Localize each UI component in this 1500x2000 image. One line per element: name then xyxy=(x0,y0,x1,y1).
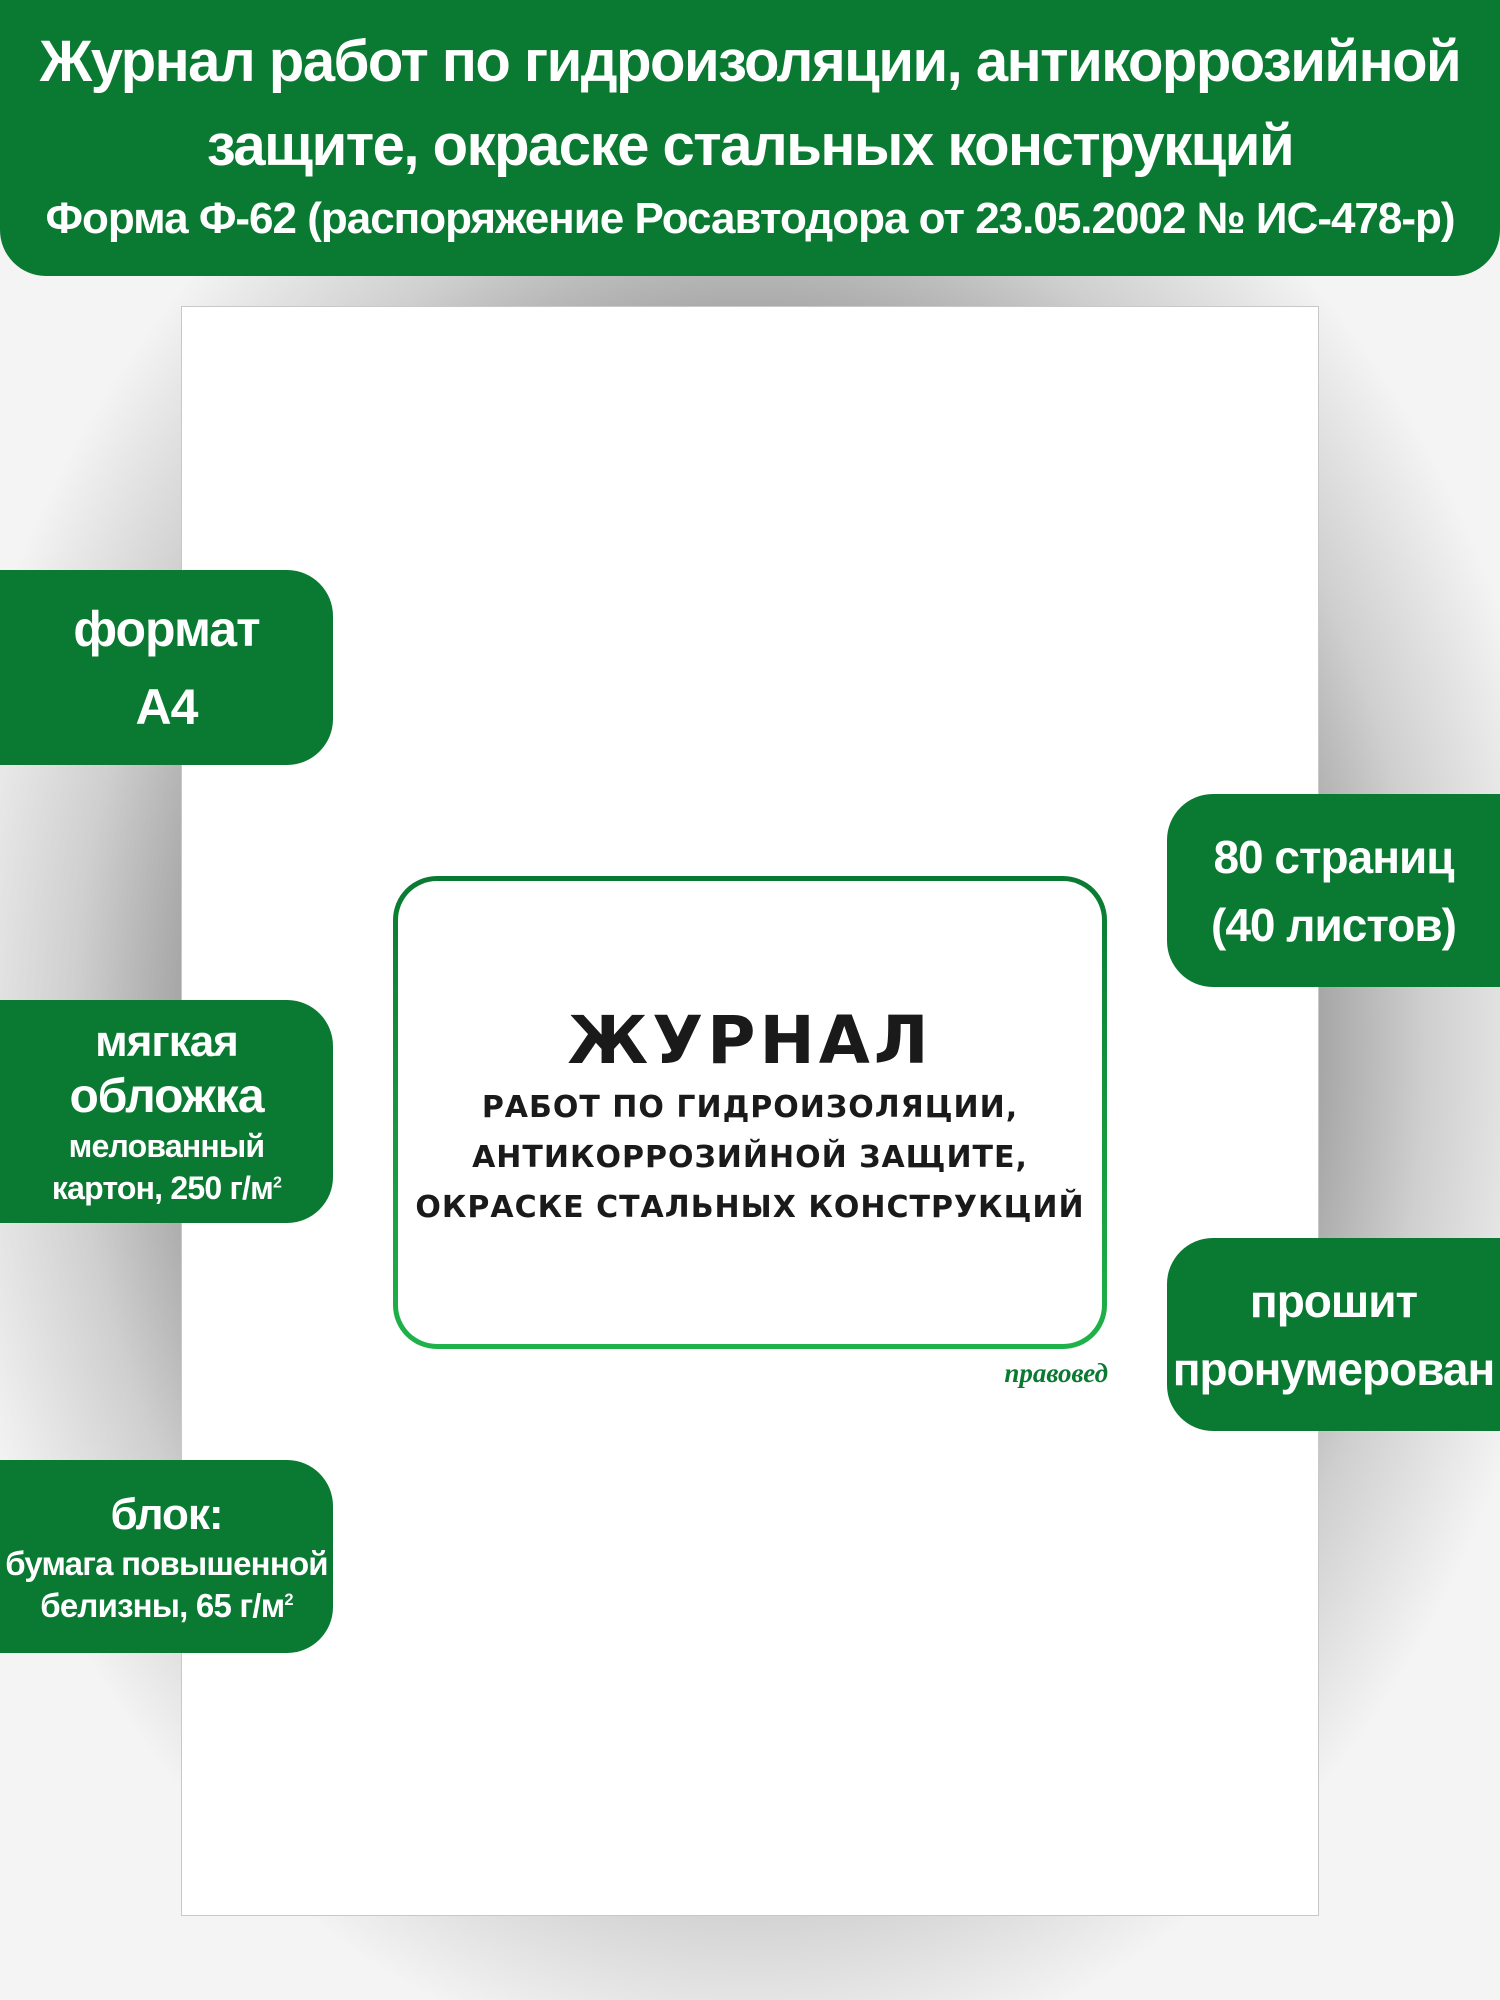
badge-block-line3: белизны, 65 $г/м^2$ xyxy=(40,1586,293,1624)
badge-binding-line1: прошит xyxy=(1249,1274,1418,1327)
badge-binding-line2: пронумерован xyxy=(1172,1342,1495,1395)
cover-title-frame xyxy=(393,876,1107,1349)
cover-subtitle-line3: ОКРАСКЕ СТАЛЬНЫХ КОНСТРУКЦИЙ xyxy=(415,1190,1085,1225)
badge-format-line2: А4 xyxy=(135,678,198,735)
badge-cover-type-line2: обложка xyxy=(69,1069,264,1123)
header-title-line2: защите, окраске стальных конструкций xyxy=(206,113,1294,178)
badge-pages xyxy=(1167,794,1500,987)
cover-subtitle-line1: РАБОТ ПО ГИДРОИЗОЛЯЦИИ, xyxy=(481,1090,1019,1125)
brand-logo-text: правовед xyxy=(1004,1358,1108,1388)
header-banner xyxy=(0,0,1500,276)
badge-block-line2: бумага повышенной xyxy=(5,1544,328,1582)
badge-cover-type-line4: картон, 250 $г/м^2$ xyxy=(51,1169,282,1206)
badge-block xyxy=(0,1460,333,1653)
cover-title: ЖУРНАЛ xyxy=(567,1002,933,1079)
badge-format-line1: формат xyxy=(73,600,260,657)
badge-cover-type xyxy=(0,1000,333,1223)
cover-subtitle-line2: АНТИКОРРОЗИЙНОЙ ЗАЩИТЕ, xyxy=(472,1140,1028,1175)
header-form-line: Форма Ф-62 (распоряжение Росавтодора от 23.05.2002 № ИС-478-р) xyxy=(45,194,1455,243)
badge-binding xyxy=(1167,1238,1500,1431)
badge-block-line1: блок: xyxy=(110,1489,223,1539)
cover-title-frame-inner xyxy=(398,881,1102,1344)
badge-pages-line1: 80 страниц xyxy=(1213,830,1454,883)
badge-format xyxy=(0,570,333,765)
badge-cover-type-line1: мягкая xyxy=(95,1016,238,1066)
badge-cover-type-line3: мелованный xyxy=(68,1127,265,1164)
badge-pages-line2: (40 листов) xyxy=(1211,898,1456,951)
header-title-line1: Журнал работ по гидроизоляции, антикоррозийной xyxy=(39,29,1461,94)
